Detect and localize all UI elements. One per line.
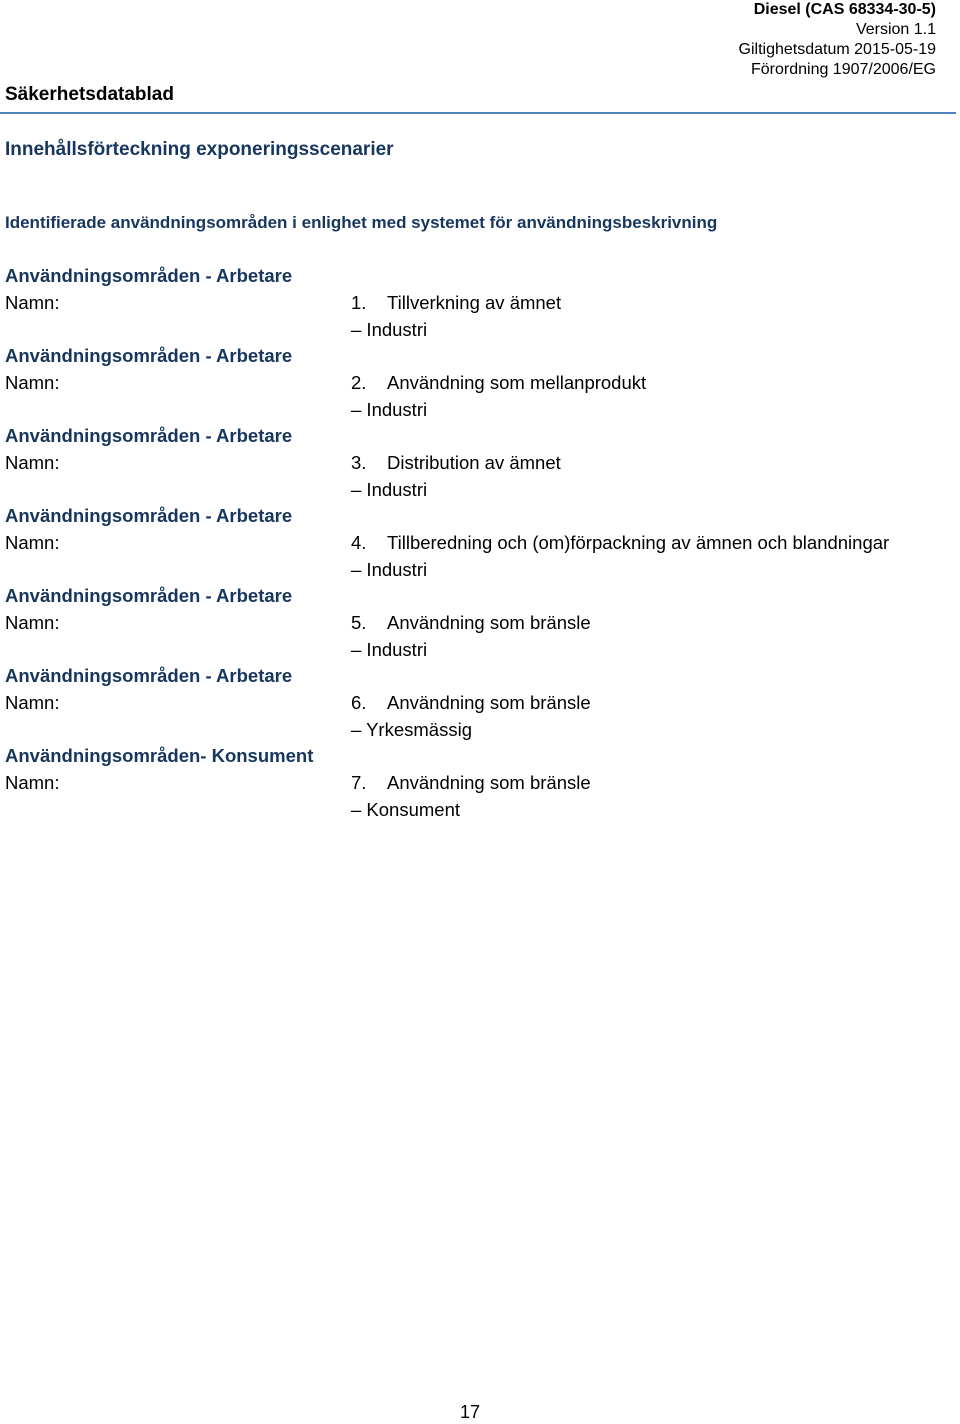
scenario-name-label: Namn: bbox=[5, 612, 60, 633]
scenario-name: Tillberedning och (om)förpackning av ämnen och blandningar bbox=[387, 532, 890, 553]
scenario-sector: – Yrkesmässig bbox=[351, 719, 472, 740]
scenario-category: Användningsområden - Arbetare bbox=[5, 505, 293, 526]
scenario-value bbox=[351, 609, 591, 663]
scenario-name-label: Namn: bbox=[5, 772, 60, 793]
scenario-name: Användning som mellanprodukt bbox=[387, 372, 647, 393]
scenario-number: 7. bbox=[351, 772, 367, 793]
scenario-name-label: Namn: bbox=[5, 692, 60, 713]
section-heading: Identifierade användningsområden i enlighet med systemet för användningsbeskrivning bbox=[5, 213, 718, 232]
page-number: 17 bbox=[459, 1402, 481, 1422]
scenario-name: Användning som bränsle bbox=[387, 612, 591, 633]
validity-date: Giltighetsdatum 2015-05-19 bbox=[738, 41, 936, 58]
header-divider bbox=[0, 112, 956, 114]
scenario-sector: – Industri bbox=[351, 639, 428, 660]
scenario-item bbox=[0, 662, 960, 742]
scenario-name-label: Namn: bbox=[5, 372, 60, 393]
scenario-number: 5. bbox=[351, 612, 367, 633]
scenario-sector: – Industri bbox=[351, 559, 428, 580]
scenario-sector: – Industri bbox=[351, 399, 428, 420]
document-title: Säkerhetsdatablad bbox=[5, 84, 174, 105]
scenario-value bbox=[351, 289, 561, 343]
scenario-item bbox=[0, 742, 960, 822]
scenario-value bbox=[351, 529, 889, 583]
scenario-number: 6. bbox=[351, 692, 367, 713]
scenario-sector: – Konsument bbox=[351, 799, 461, 820]
toc-heading: Innehållsförteckning exponeringsscenarier bbox=[5, 139, 394, 160]
scenario-name: Distribution av ämnet bbox=[387, 452, 561, 473]
scenario-category: Användningsområden - Arbetare bbox=[5, 265, 293, 286]
scenario-item bbox=[0, 582, 960, 662]
scenario-category: Användningsområden - Arbetare bbox=[5, 425, 293, 446]
product-name: Diesel (CAS 68334-30-5) bbox=[753, 1, 936, 18]
scenario-item bbox=[0, 422, 960, 502]
scenario-category: Användningsområden - Arbetare bbox=[5, 585, 293, 606]
scenario-list bbox=[0, 262, 960, 822]
scenario-sector: – Industri bbox=[351, 319, 428, 340]
scenario-item bbox=[0, 262, 960, 342]
scenario-name: Tillverkning av ämnet bbox=[387, 292, 562, 313]
scenario-value bbox=[351, 449, 561, 503]
scenario-name-label: Namn: bbox=[5, 452, 60, 473]
document-header-info bbox=[739, 0, 936, 80]
scenario-category: Användningsområden - Arbetare bbox=[5, 345, 293, 366]
version-label: Version 1.1 bbox=[855, 21, 936, 38]
scenario-item bbox=[0, 342, 960, 422]
scenario-number: 4. bbox=[351, 532, 367, 553]
scenario-item bbox=[0, 502, 960, 582]
scenario-number: 2. bbox=[351, 372, 367, 393]
scenario-sector: – Industri bbox=[351, 479, 428, 500]
scenario-name-label: Namn: bbox=[5, 292, 60, 313]
scenario-name: Användning som bränsle bbox=[387, 692, 591, 713]
scenario-number: 1. bbox=[351, 292, 367, 313]
scenario-category: Användningsområden- Konsument bbox=[5, 745, 314, 766]
scenario-value bbox=[351, 689, 591, 743]
scenario-value bbox=[351, 369, 646, 423]
scenario-name-label: Namn: bbox=[5, 532, 60, 553]
scenario-name: Användning som bränsle bbox=[387, 772, 591, 793]
scenario-value bbox=[351, 769, 591, 823]
scenario-number: 3. bbox=[351, 452, 367, 473]
scenario-category: Användningsområden - Arbetare bbox=[5, 665, 293, 686]
regulation-label: Förordning 1907/2006/EG bbox=[750, 61, 936, 78]
